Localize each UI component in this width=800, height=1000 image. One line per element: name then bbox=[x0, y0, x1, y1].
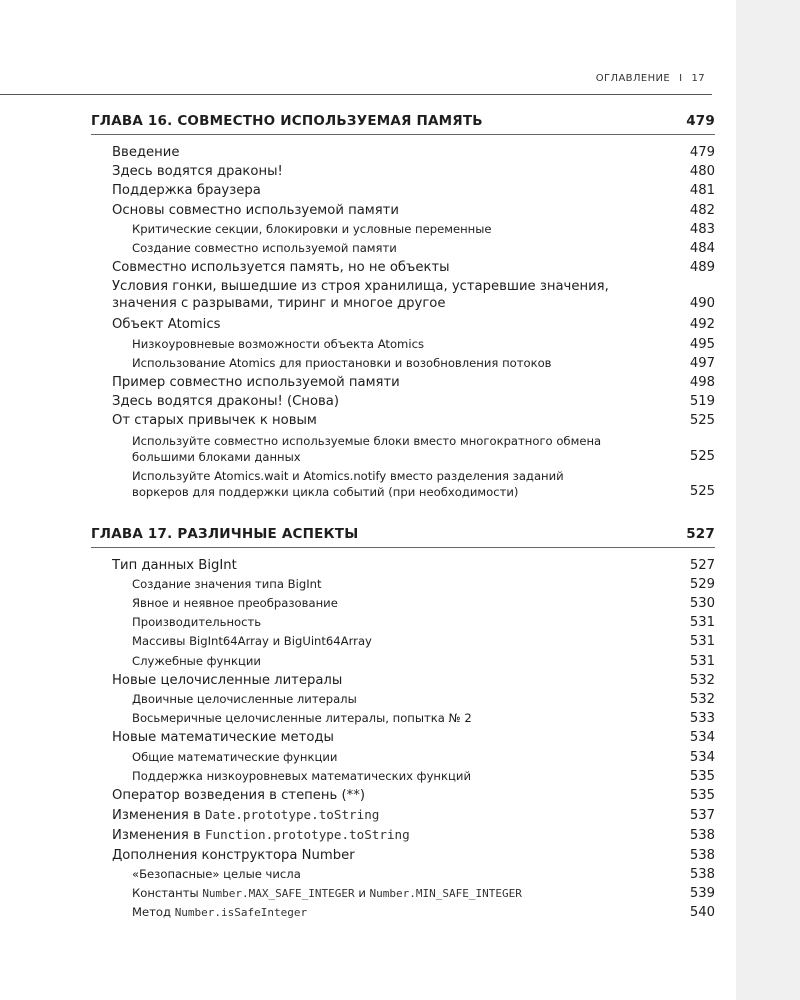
entry-title-text: Поддержка низкоуровневых математических функций bbox=[132, 768, 471, 783]
entry-title bbox=[132, 239, 679, 258]
toc-subsection-entry[interactable] bbox=[91, 690, 715, 709]
entry-title-text: Новые математические методы bbox=[112, 730, 334, 746]
entry-page-number: 538 bbox=[689, 828, 715, 844]
entry-page-number: 533 bbox=[689, 711, 715, 727]
entry-code-text: Date.prototype.toString bbox=[204, 807, 380, 823]
running-head-separator: I bbox=[679, 73, 683, 84]
entry-title bbox=[132, 613, 679, 632]
entry-page-number: 531 bbox=[689, 653, 715, 669]
chapter-entries bbox=[91, 143, 715, 500]
toc-section-entry[interactable] bbox=[91, 201, 715, 220]
entry-title bbox=[132, 468, 679, 500]
toc-section-entry[interactable] bbox=[91, 411, 715, 430]
entry-title-continuation: значения с разрывами, тиринг и многое другое bbox=[112, 295, 446, 311]
page-side-margin bbox=[736, 0, 800, 1000]
entry-title-text: От старых привычек к новым bbox=[112, 413, 317, 429]
entry-code-text: Number.isSafeInteger bbox=[174, 906, 308, 920]
entry-title bbox=[132, 767, 679, 786]
entry-title-text: Поддержка браузера bbox=[112, 183, 261, 199]
entry-title-text: Тип данных BigInt bbox=[112, 557, 237, 573]
entry-title bbox=[112, 392, 679, 411]
entry-title-text: Явное и неявное преобразование bbox=[132, 596, 338, 611]
entry-page-number: 534 bbox=[689, 749, 715, 765]
entry-title-text: Метод bbox=[132, 905, 175, 920]
entry-title-text: Условия гонки, вышедшие из строя хранилища, устаревшие значения, bbox=[112, 279, 609, 295]
entry-title bbox=[132, 220, 679, 239]
entry-title-text: Создание значения типа BigInt bbox=[132, 576, 322, 591]
entry-title-text: Изменения в bbox=[112, 828, 205, 844]
toc-section-entry[interactable] bbox=[91, 556, 715, 575]
toc-section-entry[interactable] bbox=[91, 671, 715, 690]
toc-section-entry[interactable] bbox=[91, 392, 715, 411]
entry-title bbox=[112, 143, 679, 162]
entry-title-text: Здесь водятся драконы! bbox=[112, 164, 283, 180]
toc-section-entry[interactable] bbox=[91, 825, 715, 845]
running-head-section: ОГЛАВЛЕНИЕ bbox=[595, 73, 671, 84]
toc-subsection-entry[interactable] bbox=[91, 354, 715, 373]
entry-title-text: Константы bbox=[132, 886, 203, 901]
chapter-title: ГЛАВА 16. СОВМЕСТНО ИСПОЛЬЗУЕМАЯ ПАМЯТЬ bbox=[91, 113, 483, 129]
chapter-page-number: 479 bbox=[686, 113, 715, 129]
toc-subsection-entry[interactable] bbox=[91, 767, 715, 786]
entry-title bbox=[112, 411, 679, 430]
entry-title bbox=[112, 825, 679, 845]
entry-page-number: 480 bbox=[689, 164, 715, 180]
toc-subsection-entry[interactable] bbox=[91, 335, 715, 354]
toc-section-entry[interactable] bbox=[91, 373, 715, 392]
entry-page-number: 539 bbox=[689, 886, 715, 902]
entry-title-text: Служебные функции bbox=[132, 653, 261, 668]
entry-page-number: 535 bbox=[689, 788, 715, 804]
toc-subsection-entry[interactable] bbox=[91, 468, 715, 500]
toc-subsection-entry[interactable] bbox=[91, 594, 715, 613]
table-of-contents bbox=[91, 113, 715, 949]
chapter-heading[interactable] bbox=[91, 113, 715, 135]
entry-title bbox=[132, 575, 679, 594]
entry-title bbox=[112, 556, 679, 575]
entry-title-text: Совместно используется память, но не объекты bbox=[112, 260, 450, 276]
toc-section-entry[interactable] bbox=[91, 258, 715, 277]
running-head bbox=[596, 73, 705, 84]
entry-title-text: Двоичные целочисленные литералы bbox=[132, 692, 357, 707]
entry-title-continuation: воркеров для поддержки цикла событий (при необходимости) bbox=[132, 484, 519, 499]
entry-page-number: 489 bbox=[689, 260, 715, 276]
entry-page-number: 481 bbox=[689, 183, 715, 199]
entry-page-number: 497 bbox=[689, 355, 715, 371]
toc-section-entry[interactable] bbox=[91, 181, 715, 200]
toc-subsection-entry[interactable] bbox=[91, 613, 715, 632]
entry-page-number: 530 bbox=[689, 596, 715, 612]
entry-title-text: Использование Atomics для приостановки и возобновления потоков bbox=[132, 355, 552, 370]
entry-title bbox=[112, 846, 679, 865]
entry-title bbox=[132, 354, 679, 373]
toc-section-entry[interactable] bbox=[91, 728, 715, 747]
entry-title bbox=[112, 162, 679, 181]
toc-section-entry[interactable] bbox=[91, 805, 715, 825]
entry-page-number: 483 bbox=[689, 221, 715, 237]
entry-title-text: Критические секции, блокировки и условные переменные bbox=[132, 221, 492, 236]
entry-page-number: 535 bbox=[689, 768, 715, 784]
entry-page-number: 534 bbox=[689, 730, 715, 746]
entry-code-text: Function.prototype.toString bbox=[204, 827, 410, 843]
toc-subsection-entry[interactable] bbox=[91, 652, 715, 671]
toc-section-entry[interactable] bbox=[91, 143, 715, 162]
entry-code-text: Number.MIN_SAFE_INTEGER bbox=[369, 887, 522, 901]
running-head-page-number: 17 bbox=[691, 73, 705, 84]
chapter-entries bbox=[91, 556, 715, 923]
entry-title-text: Низкоуровневые возможности объекта Atomics bbox=[132, 336, 424, 351]
entry-title bbox=[132, 748, 679, 767]
chapter-title: ГЛАВА 17. РАЗЛИЧНЫЕ АСПЕКТЫ bbox=[91, 525, 359, 542]
entry-title-text: Изменения в bbox=[112, 808, 205, 824]
entry-page-number: 495 bbox=[689, 336, 715, 352]
entry-page-number: 525 bbox=[689, 448, 715, 464]
entry-title-text: Основы совместно используемой памяти bbox=[112, 202, 399, 218]
entry-title bbox=[112, 181, 679, 200]
entry-page-number: 531 bbox=[689, 615, 715, 631]
entry-title-text: Здесь водятся драконы! (Снова) bbox=[112, 394, 340, 410]
entry-title bbox=[112, 201, 679, 220]
entry-title bbox=[132, 594, 679, 613]
toc-subsection-entry[interactable] bbox=[91, 903, 715, 922]
entry-title-text: Массивы BigInt64Array и BigUint64Array bbox=[132, 634, 372, 649]
entry-title bbox=[112, 805, 679, 825]
entry-page-number: 529 bbox=[689, 576, 715, 592]
entry-page-number: 537 bbox=[689, 808, 715, 824]
toc-section-entry[interactable] bbox=[91, 162, 715, 181]
entry-title-text: Используйте совместно используемые блоки вместо многократного обмена bbox=[132, 433, 602, 448]
toc-subsection-entry[interactable] bbox=[91, 433, 715, 465]
entry-title bbox=[112, 671, 679, 690]
entry-page-number: 532 bbox=[689, 692, 715, 708]
toc-subsection-entry[interactable] bbox=[91, 632, 715, 651]
entry-title bbox=[132, 709, 679, 728]
entry-title-text: Используйте Atomics.wait и Atomics.notify вместо разделения заданий bbox=[132, 468, 564, 483]
entry-title bbox=[132, 632, 679, 651]
header-rule bbox=[0, 94, 712, 95]
entry-page-number: 482 bbox=[689, 202, 715, 218]
entry-page-number: 527 bbox=[689, 557, 715, 573]
entry-page-number: 540 bbox=[689, 905, 715, 921]
entry-page-number: 492 bbox=[689, 317, 715, 333]
entry-title bbox=[132, 433, 679, 465]
entry-title-text: Объект Atomics bbox=[112, 317, 221, 333]
entry-title-text: Оператор возведения в степень (**) bbox=[112, 788, 365, 804]
toc-subsection-entry[interactable] bbox=[91, 865, 715, 884]
entry-title bbox=[112, 373, 679, 392]
entry-page-number: 532 bbox=[689, 672, 715, 688]
entry-title-text: Дополнения конструктора Number bbox=[112, 847, 355, 863]
entry-page-number: 531 bbox=[689, 634, 715, 650]
toc-section-entry[interactable] bbox=[91, 786, 715, 805]
entry-title bbox=[132, 903, 679, 922]
entry-title bbox=[132, 652, 679, 671]
toc-section-entry[interactable] bbox=[91, 846, 715, 865]
entry-code-text: Number.MAX_SAFE_INTEGER bbox=[202, 887, 355, 901]
toc-subsection-entry[interactable] bbox=[91, 239, 715, 258]
entry-title-text: Введение bbox=[112, 145, 180, 160]
toc-subsection-entry[interactable] bbox=[91, 748, 715, 767]
entry-page-number: 538 bbox=[689, 847, 715, 863]
toc-section-entry[interactable] bbox=[91, 315, 715, 334]
toc-subsection-entry[interactable] bbox=[91, 220, 715, 239]
toc-subsection-entry[interactable] bbox=[91, 884, 715, 903]
entry-title-continuation: большими блоками данных bbox=[132, 449, 301, 464]
entry-title bbox=[112, 279, 679, 312]
entry-title-text: Общие математические функции bbox=[132, 749, 338, 764]
entry-title-text: и bbox=[354, 886, 370, 901]
entry-title-text: Производительность bbox=[132, 615, 262, 630]
entry-page-number: 498 bbox=[689, 375, 715, 391]
entry-title-text: Восьмеричные целочисленные литералы, попытка № 2 bbox=[132, 711, 472, 726]
entry-title-text: «Безопасные» целые числа bbox=[132, 866, 301, 881]
entry-page-number: 479 bbox=[689, 145, 715, 160]
entry-page-number: 490 bbox=[689, 295, 715, 311]
entry-title bbox=[112, 728, 679, 747]
entry-title-text: Новые целочисленные литералы bbox=[112, 672, 343, 688]
toc-subsection-entry[interactable] bbox=[91, 709, 715, 728]
entry-title-text: Создание совместно используемой памяти bbox=[132, 241, 397, 256]
entry-title-text: Пример совместно используемой памяти bbox=[112, 375, 400, 391]
entry-page-number: 519 bbox=[689, 394, 715, 410]
entry-page-number: 538 bbox=[689, 866, 715, 882]
entry-title bbox=[112, 315, 679, 334]
entry-title bbox=[132, 884, 679, 903]
entry-page-number: 525 bbox=[689, 413, 715, 429]
chapter-page-number: 527 bbox=[686, 525, 715, 542]
entry-title bbox=[112, 786, 679, 805]
entry-title bbox=[132, 335, 679, 354]
entry-title bbox=[112, 258, 679, 277]
toc-subsection-entry[interactable] bbox=[91, 575, 715, 594]
entry-title bbox=[132, 865, 679, 884]
entry-page-number: 484 bbox=[689, 241, 715, 257]
chapter-heading[interactable] bbox=[91, 526, 715, 548]
entry-page-number: 525 bbox=[689, 483, 715, 499]
entry-title bbox=[132, 690, 679, 709]
toc-section-entry[interactable] bbox=[91, 279, 715, 312]
